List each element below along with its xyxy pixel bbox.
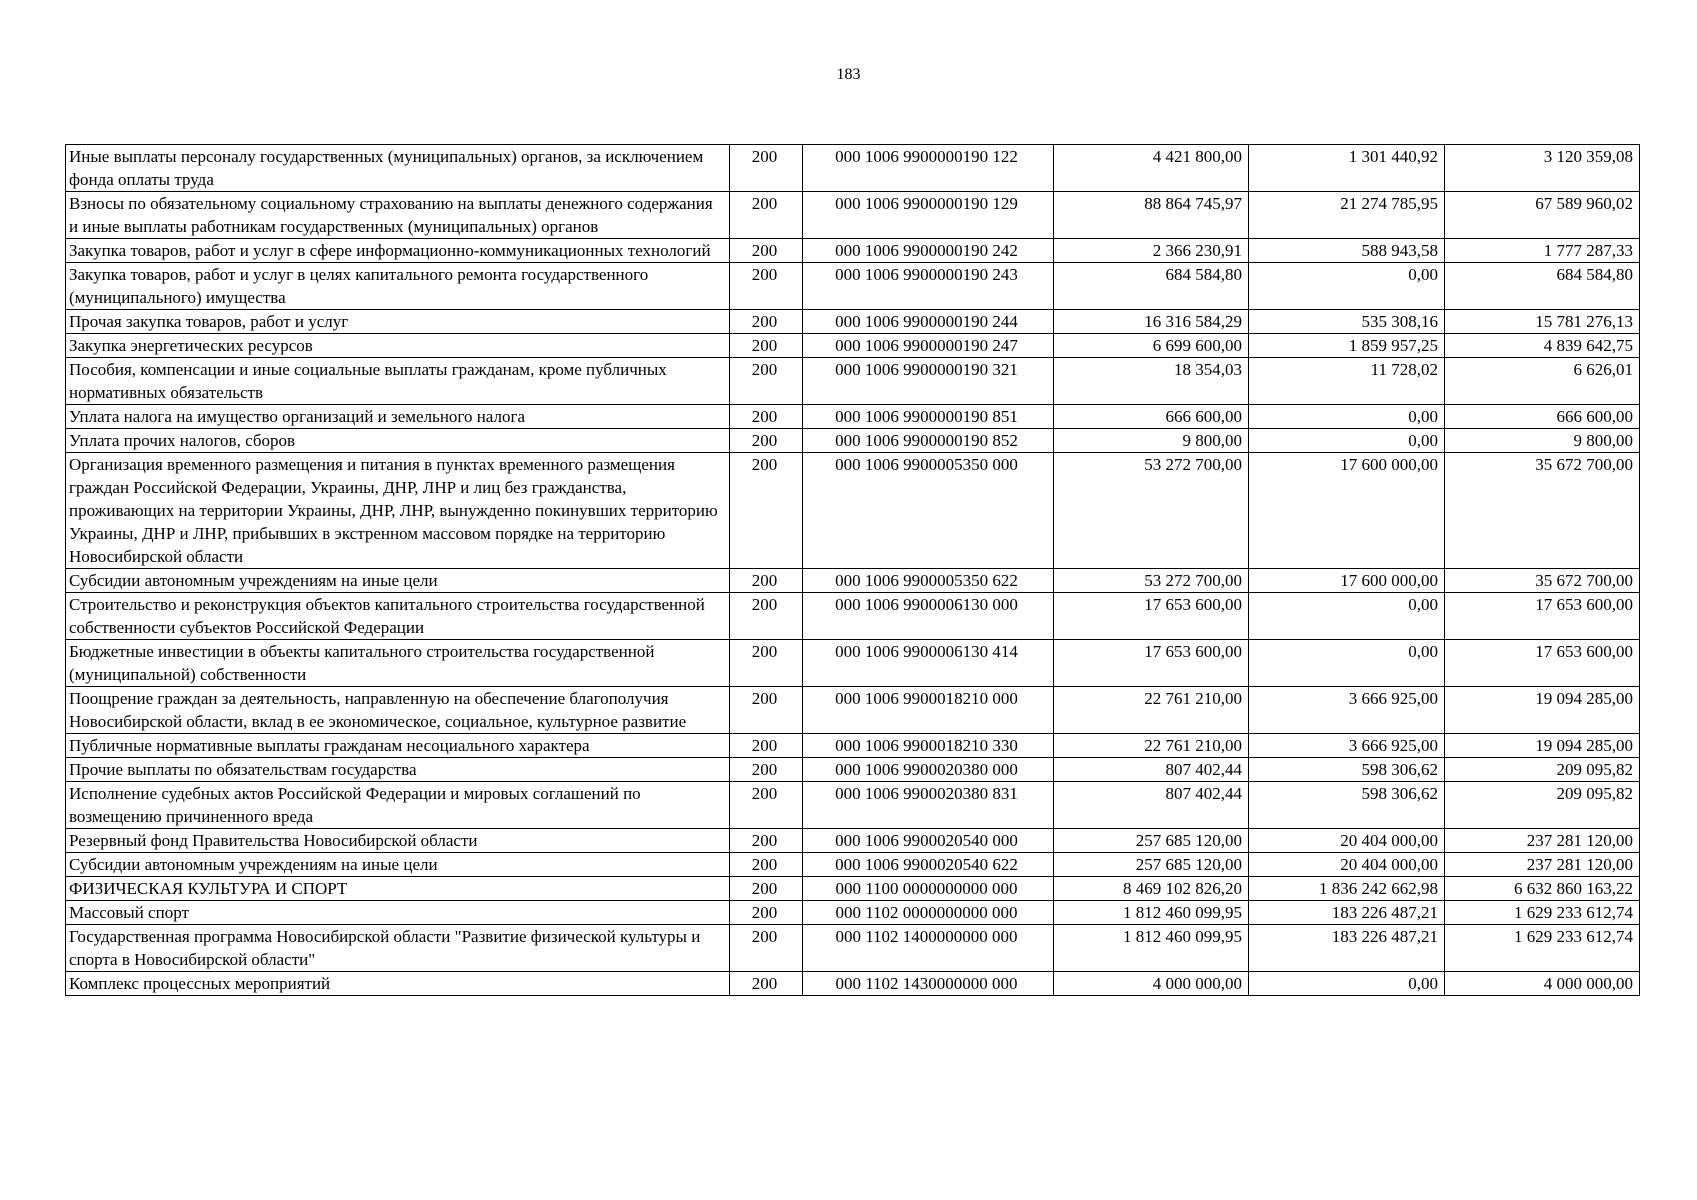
executed-amount-cell: 598 306,62: [1249, 782, 1445, 829]
table-row: [66, 145, 1640, 192]
approved-amount-cell: 1 812 460 099,95: [1054, 925, 1249, 972]
expense-name-cell: Субсидии автономным учреждениям на иные цели: [66, 569, 730, 593]
executed-amount-cell: 1 836 242 662,98: [1249, 877, 1445, 901]
line-code-cell: 200: [730, 782, 803, 829]
expense-name-cell: Закупка энергетических ресурсов: [66, 334, 730, 358]
table-row: [66, 569, 1640, 593]
expense-name-cell: Комплекс процессных мероприятий: [66, 972, 730, 996]
table-row: [66, 405, 1640, 429]
executed-amount-cell: 3 666 925,00: [1249, 734, 1445, 758]
unexecuted-amount-cell: 237 281 120,00: [1445, 853, 1640, 877]
unexecuted-amount-cell: 67 589 960,02: [1445, 192, 1640, 239]
classification-code-cell: 000 1006 9900006130 414: [803, 640, 1054, 687]
table-row: [66, 453, 1640, 569]
approved-amount-cell: 257 685 120,00: [1054, 853, 1249, 877]
line-code-cell: 200: [730, 145, 803, 192]
approved-amount-cell: 9 800,00: [1054, 429, 1249, 453]
line-code-cell: 200: [730, 569, 803, 593]
line-code-cell: 200: [730, 829, 803, 853]
expense-name-cell: Уплата прочих налогов, сборов: [66, 429, 730, 453]
executed-amount-cell: 598 306,62: [1249, 758, 1445, 782]
unexecuted-amount-cell: 35 672 700,00: [1445, 453, 1640, 569]
classification-code-cell: 000 1006 9900000190 247: [803, 334, 1054, 358]
table-row: [66, 263, 1640, 310]
line-code-cell: 200: [730, 972, 803, 996]
unexecuted-amount-cell: 4 000 000,00: [1445, 972, 1640, 996]
unexecuted-amount-cell: 1 629 233 612,74: [1445, 925, 1640, 972]
approved-amount-cell: 22 761 210,00: [1054, 687, 1249, 734]
approved-amount-cell: 807 402,44: [1054, 758, 1249, 782]
unexecuted-amount-cell: 9 800,00: [1445, 429, 1640, 453]
table-row: [66, 593, 1640, 640]
unexecuted-amount-cell: 666 600,00: [1445, 405, 1640, 429]
table-row: [66, 877, 1640, 901]
table-row: [66, 972, 1640, 996]
line-code-cell: 200: [730, 640, 803, 687]
line-code-cell: 200: [730, 192, 803, 239]
expense-name-cell: Исполнение судебных актов Российской Федерации и мировых соглашений по возмещению причиненного вреда: [66, 782, 730, 829]
expense-name-cell: Закупка товаров, работ и услуг в целях капитального ремонта государственного (муниципального) имущества: [66, 263, 730, 310]
expense-name-cell: Взносы по обязательному социальному страхованию на выплаты денежного содержания и иные выплаты работникам государственных (муниципальных) органов: [66, 192, 730, 239]
budget-execution-table: [65, 144, 1640, 996]
classification-code-cell: 000 1006 9900018210 330: [803, 734, 1054, 758]
approved-amount-cell: 22 761 210,00: [1054, 734, 1249, 758]
unexecuted-amount-cell: 1 629 233 612,74: [1445, 901, 1640, 925]
table-row: [66, 358, 1640, 405]
classification-code-cell: 000 1006 9900018210 000: [803, 687, 1054, 734]
unexecuted-amount-cell: 237 281 120,00: [1445, 829, 1640, 853]
executed-amount-cell: 21 274 785,95: [1249, 192, 1445, 239]
approved-amount-cell: 1 812 460 099,95: [1054, 901, 1249, 925]
table-row: [66, 925, 1640, 972]
approved-amount-cell: 53 272 700,00: [1054, 569, 1249, 593]
classification-code-cell: 000 1102 1400000000 000: [803, 925, 1054, 972]
table-row: [66, 901, 1640, 925]
expense-name-cell: Государственная программа Новосибирской области "Развитие физической культуры и спорта в Новосибирской области": [66, 925, 730, 972]
executed-amount-cell: 0,00: [1249, 263, 1445, 310]
line-code-cell: 200: [730, 429, 803, 453]
approved-amount-cell: 684 584,80: [1054, 263, 1249, 310]
expense-name-cell: Уплата налога на имущество организаций и земельного налога: [66, 405, 730, 429]
line-code-cell: 200: [730, 925, 803, 972]
executed-amount-cell: 1 301 440,92: [1249, 145, 1445, 192]
expense-name-cell: Строительство и реконструкция объектов капитального строительства государственной собственности субъектов Российской Федерации: [66, 593, 730, 640]
unexecuted-amount-cell: 1 777 287,33: [1445, 239, 1640, 263]
expense-name-cell: Организация временного размещения и питания в пунктах временного размещения граждан Российской Федерации, Украины, ДНР, ЛНР и лиц без гражданства, проживающих на территории Украины, ДНР, ЛНР, вынужденно покинувших территорию Украины, ДНР и ЛНР, прибывших в экстренном массовом порядке на территорию Новосибирской области: [66, 453, 730, 569]
executed-amount-cell: 17 600 000,00: [1249, 569, 1445, 593]
expense-name-cell: Прочая закупка товаров, работ и услуг: [66, 310, 730, 334]
unexecuted-amount-cell: 15 781 276,13: [1445, 310, 1640, 334]
line-code-cell: 200: [730, 334, 803, 358]
expense-name-cell: Массовый спорт: [66, 901, 730, 925]
executed-amount-cell: 183 226 487,21: [1249, 901, 1445, 925]
unexecuted-amount-cell: 3 120 359,08: [1445, 145, 1640, 192]
table-row: [66, 782, 1640, 829]
approved-amount-cell: 17 653 600,00: [1054, 640, 1249, 687]
unexecuted-amount-cell: 35 672 700,00: [1445, 569, 1640, 593]
table-row: [66, 853, 1640, 877]
line-code-cell: 200: [730, 310, 803, 334]
line-code-cell: 200: [730, 405, 803, 429]
line-code-cell: 200: [730, 877, 803, 901]
unexecuted-amount-cell: 209 095,82: [1445, 782, 1640, 829]
table-row: [66, 758, 1640, 782]
unexecuted-amount-cell: 17 653 600,00: [1445, 640, 1640, 687]
unexecuted-amount-cell: 17 653 600,00: [1445, 593, 1640, 640]
expense-name-cell: Иные выплаты персоналу государственных (муниципальных) органов, за исключением фонда оплаты труда: [66, 145, 730, 192]
classification-code-cell: 000 1006 9900000190 851: [803, 405, 1054, 429]
expense-name-cell: Пособия, компенсации и иные социальные выплаты гражданам, кроме публичных нормативных обязательств: [66, 358, 730, 405]
table-row: [66, 829, 1640, 853]
executed-amount-cell: 20 404 000,00: [1249, 853, 1445, 877]
classification-code-cell: 000 1006 9900000190 321: [803, 358, 1054, 405]
unexecuted-amount-cell: 19 094 285,00: [1445, 734, 1640, 758]
executed-amount-cell: 183 226 487,21: [1249, 925, 1445, 972]
classification-code-cell: 000 1006 9900000190 129: [803, 192, 1054, 239]
unexecuted-amount-cell: 19 094 285,00: [1445, 687, 1640, 734]
line-code-cell: 200: [730, 593, 803, 640]
approved-amount-cell: 53 272 700,00: [1054, 453, 1249, 569]
approved-amount-cell: 807 402,44: [1054, 782, 1249, 829]
classification-code-cell: 000 1102 1430000000 000: [803, 972, 1054, 996]
classification-code-cell: 000 1100 0000000000 000: [803, 877, 1054, 901]
unexecuted-amount-cell: 684 584,80: [1445, 263, 1640, 310]
approved-amount-cell: 88 864 745,97: [1054, 192, 1249, 239]
line-code-cell: 200: [730, 263, 803, 310]
expense-name-cell: Закупка товаров, работ и услуг в сфере информационно-коммуникационных технологий: [66, 239, 730, 263]
unexecuted-amount-cell: 209 095,82: [1445, 758, 1640, 782]
executed-amount-cell: 588 943,58: [1249, 239, 1445, 263]
table-row: [66, 687, 1640, 734]
classification-code-cell: 000 1006 9900006130 000: [803, 593, 1054, 640]
line-code-cell: 200: [730, 734, 803, 758]
expense-name-cell: Прочие выплаты по обязательствам государства: [66, 758, 730, 782]
expense-name-cell: ФИЗИЧЕСКАЯ КУЛЬТУРА И СПОРТ: [66, 877, 730, 901]
executed-amount-cell: 0,00: [1249, 640, 1445, 687]
expense-name-cell: Публичные нормативные выплаты гражданам несоциального характера: [66, 734, 730, 758]
unexecuted-amount-cell: 6 626,01: [1445, 358, 1640, 405]
page-number: 183: [836, 66, 861, 83]
classification-code-cell: 000 1006 9900020540 000: [803, 829, 1054, 853]
line-code-cell: 200: [730, 358, 803, 405]
executed-amount-cell: 11 728,02: [1249, 358, 1445, 405]
approved-amount-cell: 16 316 584,29: [1054, 310, 1249, 334]
executed-amount-cell: 20 404 000,00: [1249, 829, 1445, 853]
table-row: [66, 192, 1640, 239]
classification-code-cell: 000 1102 0000000000 000: [803, 901, 1054, 925]
approved-amount-cell: 257 685 120,00: [1054, 829, 1249, 853]
approved-amount-cell: 6 699 600,00: [1054, 334, 1249, 358]
classification-code-cell: 000 1006 9900005350 622: [803, 569, 1054, 593]
expense-name-cell: Субсидии автономным учреждениям на иные цели: [66, 853, 730, 877]
unexecuted-amount-cell: 6 632 860 163,22: [1445, 877, 1640, 901]
classification-code-cell: 000 1006 9900000190 122: [803, 145, 1054, 192]
line-code-cell: 200: [730, 901, 803, 925]
table-row: [66, 429, 1640, 453]
approved-amount-cell: 4 421 800,00: [1054, 145, 1249, 192]
classification-code-cell: 000 1006 9900020380 000: [803, 758, 1054, 782]
executed-amount-cell: 0,00: [1249, 593, 1445, 640]
table-row: [66, 734, 1640, 758]
table-row: [66, 640, 1640, 687]
line-code-cell: 200: [730, 758, 803, 782]
unexecuted-amount-cell: 4 839 642,75: [1445, 334, 1640, 358]
classification-code-cell: 000 1006 9900005350 000: [803, 453, 1054, 569]
classification-code-cell: 000 1006 9900020540 622: [803, 853, 1054, 877]
line-code-cell: 200: [730, 239, 803, 263]
classification-code-cell: 000 1006 9900020380 831: [803, 782, 1054, 829]
table-row: [66, 310, 1640, 334]
expense-name-cell: Резервный фонд Правительства Новосибирской области: [66, 829, 730, 853]
table-row: [66, 334, 1640, 358]
classification-code-cell: 000 1006 9900000190 852: [803, 429, 1054, 453]
executed-amount-cell: 0,00: [1249, 405, 1445, 429]
executed-amount-cell: 0,00: [1249, 429, 1445, 453]
approved-amount-cell: 666 600,00: [1054, 405, 1249, 429]
classification-code-cell: 000 1006 9900000190 244: [803, 310, 1054, 334]
approved-amount-cell: 4 000 000,00: [1054, 972, 1249, 996]
approved-amount-cell: 8 469 102 826,20: [1054, 877, 1249, 901]
executed-amount-cell: 0,00: [1249, 972, 1445, 996]
classification-code-cell: 000 1006 9900000190 242: [803, 239, 1054, 263]
executed-amount-cell: 1 859 957,25: [1249, 334, 1445, 358]
approved-amount-cell: 2 366 230,91: [1054, 239, 1249, 263]
approved-amount-cell: 18 354,03: [1054, 358, 1249, 405]
approved-amount-cell: 17 653 600,00: [1054, 593, 1249, 640]
executed-amount-cell: 3 666 925,00: [1249, 687, 1445, 734]
table-body: [66, 145, 1640, 996]
executed-amount-cell: 17 600 000,00: [1249, 453, 1445, 569]
line-code-cell: 200: [730, 453, 803, 569]
table-row: [66, 239, 1640, 263]
expense-name-cell: Бюджетные инвестиции в объекты капитального строительства государственной (муниципальной) собственности: [66, 640, 730, 687]
expense-name-cell: Поощрение граждан за деятельность, направленную на обеспечение благополучия Новосибирской области, вклад в ее экономическое, социальное, культурное развитие: [66, 687, 730, 734]
line-code-cell: 200: [730, 853, 803, 877]
classification-code-cell: 000 1006 9900000190 243: [803, 263, 1054, 310]
executed-amount-cell: 535 308,16: [1249, 310, 1445, 334]
line-code-cell: 200: [730, 687, 803, 734]
